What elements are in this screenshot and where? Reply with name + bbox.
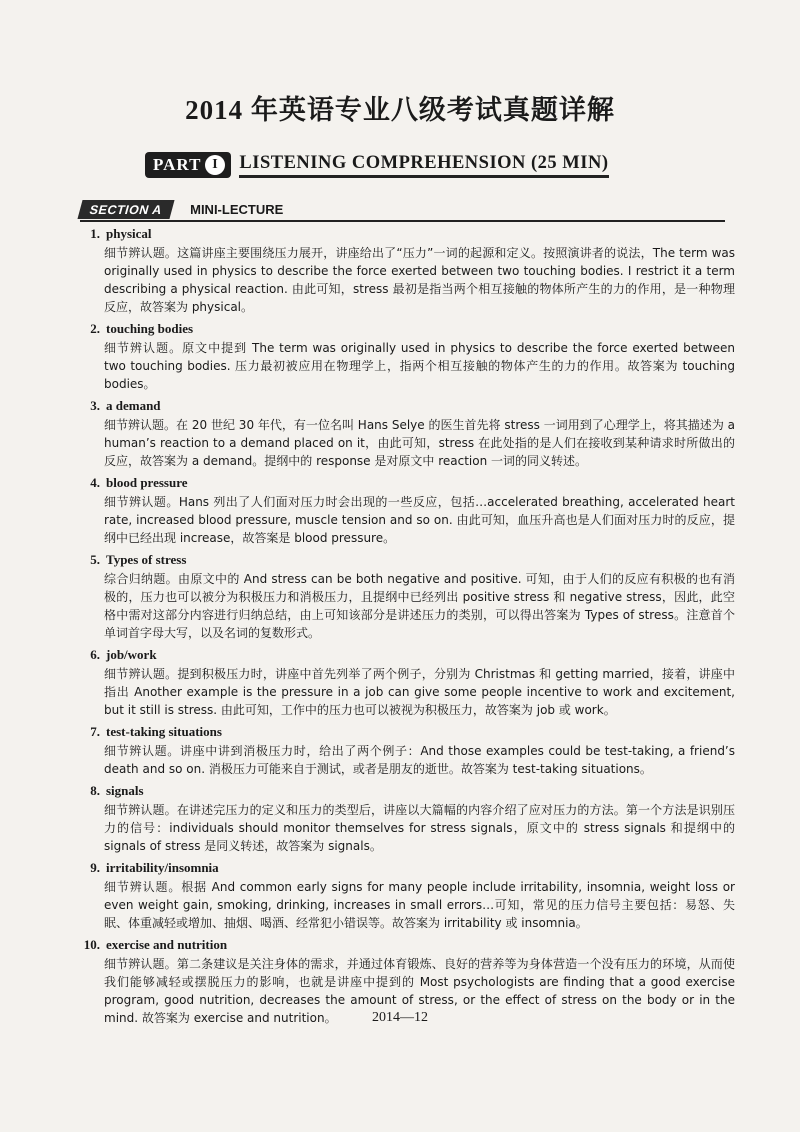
- answer-explanation: 细节辨认题。这篇讲座主要围绕压力展开，讲座给出了“压力”一词的起源和定义。按照演讲者的说法，The term was originally used in physics to describe the force exerted between two touching bodies. I restrict it a term describing a physical reaction. 由此可知，stress 最初是指当两个相互接触的物体所产生的力的作用，是一种物理反应，故答案为 physical。: [104, 246, 735, 314]
- answer-number: 6.: [90, 647, 100, 662]
- part-badge: [145, 152, 231, 178]
- answer-item: [80, 224, 735, 316]
- answer-number: 1.: [90, 226, 100, 241]
- answer-number: 9.: [90, 860, 100, 875]
- answer-item: [80, 550, 735, 642]
- answer-explanation: 细节辨认题。Hans 列出了人们面对压力时会出现的一些反应，包括…accelerated breathing, accelerated heart rate, increased blood pressure, muscle tension and so on. 由此可知，血压升高也是人们面对压力时的反应，提纲中已经出现 increase，故答案是 blood pressure。: [104, 495, 735, 545]
- answer-key: physical: [106, 226, 152, 241]
- answer-item: [80, 319, 735, 393]
- answer-item: [80, 645, 735, 719]
- part-number: I: [205, 155, 225, 175]
- section-label: MINI-LECTURE: [190, 201, 284, 217]
- answer-number: 3.: [90, 398, 100, 413]
- answer-explanation: 细节辨认题。在 20 世纪 30 年代，有一位名叫 Hans Selye 的医生首先将 stress 一词用到了心理学上，将其描述为 a human’s reaction to a demand placed on it，由此可知，stress 在此处指的是人们在接收到某种请求时所做出的反应，故答案为 a demand。提纲中的 response 是对原文中 reaction 一词的同义转述。: [104, 418, 735, 468]
- part-header: [145, 150, 609, 180]
- answer-heading: [80, 473, 735, 493]
- section-badge: SECTION A: [77, 200, 174, 219]
- answer-key: irritability/insomnia: [106, 860, 219, 875]
- answer-key: blood pressure: [106, 475, 188, 490]
- answer-number: 2.: [90, 321, 100, 336]
- answer-heading: [80, 858, 735, 878]
- page-title: 2014 年英语专业八级考试真题详解: [185, 95, 615, 125]
- answer-explanation: 细节辨认题。在讲述完压力的定义和压力的类型后，讲座以大篇幅的内容介绍了应对压力的方法。第一个方法是识别压力的信号：individuals should monitor themselves for stress signals，原文中的 stress signals 和提纲中的 signals of stress 是同义转述，故答案为 signals。: [104, 803, 735, 853]
- answer-heading: [80, 319, 735, 339]
- answer-item: [80, 858, 735, 932]
- part-badge-text: PART: [153, 155, 202, 174]
- answer-key: signals: [106, 783, 144, 798]
- answer-item: [80, 722, 735, 778]
- answer-list: [80, 224, 735, 1030]
- answer-explanation: 细节辨认题。第二条建议是关注身体的需求，并通过体育锻炼、良好的营养等为身体营造一个没有压力的环境，从而使我们能够减轻或摆脱压力的影响，也就是讲座中提到的 Most psychologists are finding that a good exercise program, good nutrition, decreases the amount of stress, or the effect of stress on the body or in the mind. 故答案为 exercise and nutrition。: [104, 957, 735, 1025]
- answer-explanation: 综合归纳题。由原文中的 And stress can be both negative and positive. 可知，由于人们的反应有积极的也有消极的，压力也可以被分为积极压力和消极压力，且提纲中已经列出 positive stress 和 negative stress，因此，此空格中需对这部分内容进行归纳总结，由上可知该部分是讲述压力的类别，可以得出答案为 Types of stress。注意首个单词首字母大写，以及名词的复数形式。: [104, 572, 735, 640]
- answer-heading: [80, 645, 735, 665]
- answer-heading: [80, 224, 735, 244]
- answer-explanation: 细节辨认题。根据 And common early signs for many people include irritability, insomnia, weight loss or even weight gain, smoking, drinking, increases in small errors…可知，常见的压力信号主要包括：易怒、失眠、体重减轻或增加、抽烟、喝酒、经常犯小错误等。故答案为 irritability 或 insomnia。: [104, 880, 735, 930]
- answer-key: a demand: [106, 398, 161, 413]
- answer-key: touching bodies: [106, 321, 194, 336]
- page-number: 2014—12: [372, 1010, 428, 1025]
- answer-explanation: 细节辨认题。讲座中讲到消极压力时，给出了两个例子：And those examples could be test-taking, a friend’s death and so on. 消极压力可能来自于测试，或者是朋友的逝世。故答案为 test-taking situations。: [104, 744, 735, 776]
- answer-heading: [80, 781, 735, 801]
- answer-number: 5.: [90, 552, 100, 567]
- part-label: LISTENING COMPREHENSION (25 MIN): [239, 152, 608, 178]
- answer-key: Types of stress: [106, 552, 187, 567]
- answer-heading: [80, 396, 735, 416]
- answer-number: 10.: [83, 937, 100, 952]
- answer-key: test-taking situations: [106, 724, 222, 739]
- answer-item: [80, 396, 735, 470]
- answer-heading: [80, 550, 735, 570]
- section-header: [80, 198, 725, 222]
- answer-key: exercise and nutrition: [106, 937, 228, 952]
- answer-item: [80, 473, 735, 547]
- answer-explanation: 细节辨认题。提到积极压力时，讲座中首先列举了两个例子，分别为 Christmas 和 getting married，接着，讲座中指出 Another example is the pressure in a job can give some people incentive to work and excitement, but it still is stress. 由此可知，工作中的压力也可以被视为积极压力，故答案为 job 或 work。: [104, 667, 735, 717]
- answer-heading: [80, 722, 735, 742]
- answer-number: 4.: [90, 475, 100, 490]
- answer-explanation: 细节辨认题。原文中提到 The term was originally used in physics to describe the force exerted between two touching bodies. 压力最初被应用在物理学上，指两个相互接触的物体产生的力的作用。故答案为 touching bodies。: [104, 341, 735, 391]
- answer-key: job/work: [106, 647, 157, 662]
- answer-number: 7.: [90, 724, 100, 739]
- answer-number: 8.: [90, 783, 100, 798]
- answer-heading: [80, 935, 735, 955]
- answer-item: [80, 781, 735, 855]
